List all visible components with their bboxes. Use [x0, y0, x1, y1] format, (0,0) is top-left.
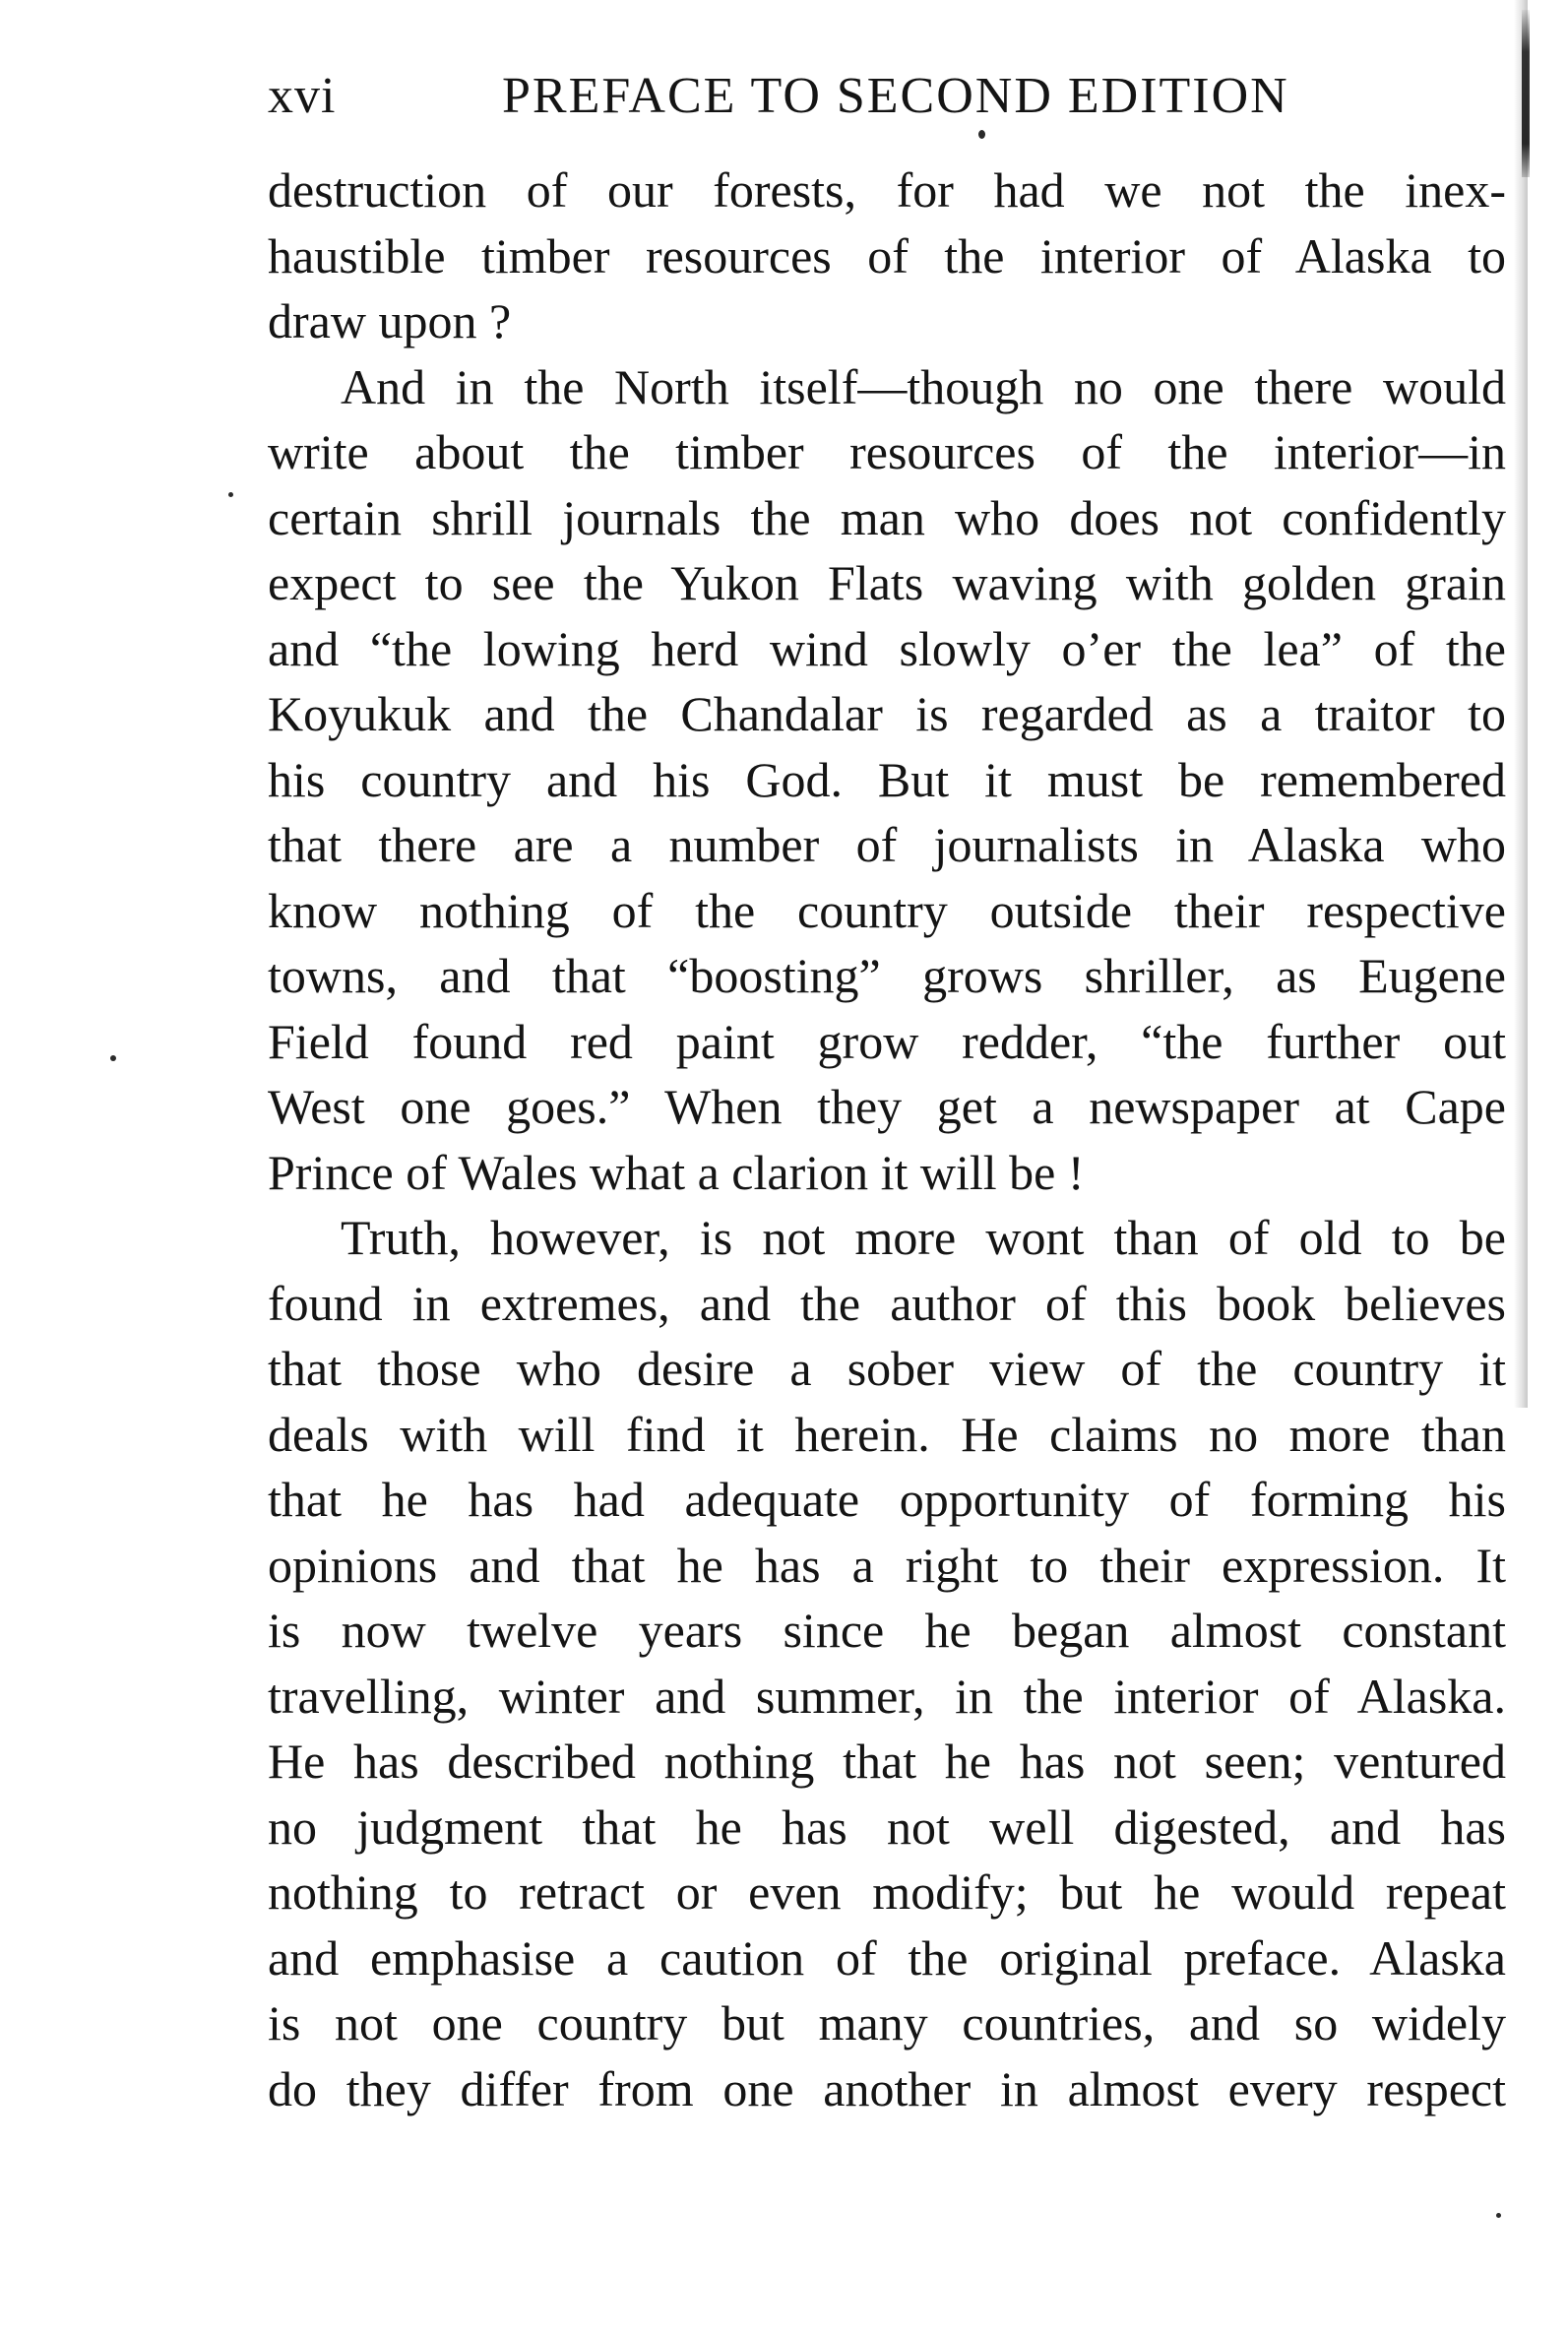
running-head — [268, 67, 1508, 136]
text-line: that there are a number of journalists in Alaska who — [268, 817, 1506, 872]
text-line: found in extremes, and the author of this book believes — [268, 1275, 1506, 1331]
text-line: opinions and that he has a right to their expression. It — [268, 1537, 1506, 1593]
text-line: and emphasise a caution of the original preface. Alaska — [268, 1929, 1506, 1986]
text-line: travelling, winter and summer, in the interior of Alaska. — [268, 1668, 1506, 1724]
text-line: haustible timber resources of the interior of Alaska to — [268, 227, 1506, 284]
text-line: towns, and that “boosting” grows shriller, as Eugene — [268, 948, 1506, 1003]
text-line: that those who desire a sober view of the country it — [268, 1341, 1506, 1396]
text-line: his country and his God. But it must be remembered — [268, 751, 1506, 807]
text-line: is not one country but many countries, and so widely — [268, 1995, 1506, 2051]
text-line: do they differ from one another in almost every respect — [268, 2060, 1506, 2116]
text-line: expect to see the Yukon Flats waving with golden grain — [268, 555, 1506, 610]
paragraph-first-line: Truth, however, is not more wont than of old to be — [341, 1210, 1506, 1265]
page-number: xvi — [268, 68, 337, 124]
text-line: know nothing of the country outside their respective — [268, 882, 1506, 938]
scan-edge-mark — [1522, 10, 1530, 177]
text-line: He has described nothing that he has not seen; ventured — [268, 1734, 1506, 1789]
text-line: that he has had adequate opportunity of forming his — [268, 1472, 1506, 1527]
scan-edge-shadow — [1514, 0, 1528, 1408]
paragraph-first-line: And in the North itself—though no one there would — [341, 358, 1506, 414]
scan-speck — [1496, 2213, 1501, 2218]
text-line: and “the lowing herd wind slowly o’er the lea” of the — [268, 620, 1506, 676]
text-line: is now twelve years since he began almost constant — [268, 1603, 1506, 1658]
body-text — [268, 158, 1506, 2121]
text-line: Field found red paint grow redder, “the further out — [268, 1013, 1506, 1069]
text-line: certain shrill journals the man who does not confidently — [268, 489, 1506, 545]
text-line: Prince of Wales what a clarion it will be ! — [268, 1144, 1085, 1200]
text-line: no judgment that he has not well digested, and has — [268, 1799, 1506, 1855]
scan-speck — [228, 492, 233, 497]
text-line: deals with will find it herein. He claims no more than — [268, 1406, 1506, 1462]
text-line: West one goes.” When they get a newspaper at Cape — [268, 1079, 1506, 1134]
text-line: draw upon ? — [268, 293, 512, 348]
text-line: destruction of our forests, for had we not the inex- — [268, 162, 1506, 218]
running-head-title: PREFACE TO SECOND EDITION — [502, 68, 1289, 124]
text-line: Koyukuk and the Chandalar is regarded as a traitor to — [268, 686, 1506, 741]
text-line: nothing to retract or even modify; but he would repeat — [268, 1864, 1506, 1920]
scan-speck — [110, 1055, 116, 1061]
text-line: write about the timber resources of the interior—in — [268, 424, 1506, 479]
